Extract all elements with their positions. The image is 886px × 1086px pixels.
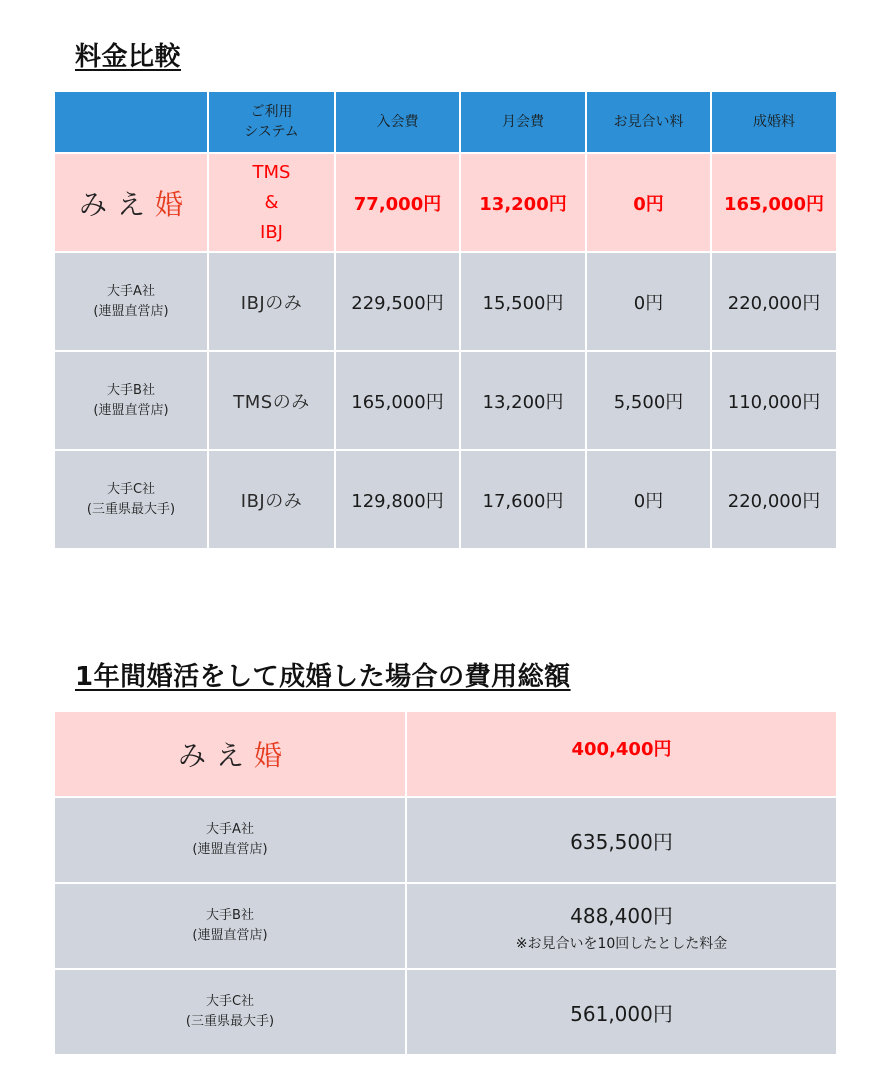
total-company-b-value-cell <box>407 884 836 968</box>
total-company-c-value: 561,000円 <box>570 1001 673 1026</box>
total-company-a-value-cell <box>407 798 836 882</box>
header-system-line1: ご利用 <box>250 104 293 120</box>
mie-kon-entry-fee: 77,000円 <box>336 154 459 251</box>
section-title-total-cost: 1年間婚活をして成婚した場合の費用総額 <box>75 662 571 692</box>
header-system-line2: システム <box>244 124 299 140</box>
total-company-b-name-cell: 大手B社 (連盟直営店) <box>55 884 405 968</box>
company-a-success-fee: 220,000円 <box>712 253 836 350</box>
total-mie-kon-value: 400,400円 <box>571 739 672 760</box>
total-cost-table <box>55 712 836 1054</box>
header-cell-success-fee: 成婚料 <box>712 92 836 152</box>
company-a-monthly-fee: 15,500円 <box>461 253 585 350</box>
company-c-system: IBJのみ <box>209 451 334 548</box>
header-cell-company <box>55 92 207 152</box>
mie-kon-matching-fee: 0円 <box>587 154 710 251</box>
company-c-matching-fee: 0円 <box>587 451 710 548</box>
total-company-a-value: 635,500円 <box>570 829 673 854</box>
header-cell-matching-fee: お見合い料 <box>587 92 710 152</box>
company-a-name-cell: 大手A社 (連盟直営店) <box>55 253 207 350</box>
company-b-system: TMSのみ <box>209 352 334 449</box>
mie-kon-success-fee: 165,000円 <box>712 154 836 251</box>
company-c-monthly-fee: 17,600円 <box>461 451 585 548</box>
total-mie-kon-value-cell <box>407 712 836 796</box>
company-b-success-fee: 110,000円 <box>712 352 836 449</box>
company-b-monthly-fee: 13,200円 <box>461 352 585 449</box>
mie-kon-system-cell: TMS & IBJ <box>209 154 334 251</box>
company-a-entry-fee: 229,500円 <box>336 253 459 350</box>
total-company-c-value-cell <box>407 970 836 1054</box>
mie-kon-logo-cell <box>55 154 207 251</box>
total-company-a-name-cell: 大手A社 (連盟直営店) <box>55 798 405 882</box>
company-b-matching-fee: 5,500円 <box>587 352 710 449</box>
header-cell-entry-fee: 入会費 <box>336 92 459 152</box>
company-c-name-cell: 大手C社 (三重県最大手) <box>55 451 207 548</box>
mie-kon-monthly-fee: 13,200円 <box>461 154 585 251</box>
price-comparison-table <box>55 92 836 548</box>
total-company-b-value: 488,400円 <box>570 903 673 928</box>
header-cell-monthly-fee: 月会費 <box>461 92 585 152</box>
section-title-price-comparison: 料金比較 <box>75 42 182 72</box>
company-c-entry-fee: 129,800円 <box>336 451 459 548</box>
company-b-entry-fee: 165,000円 <box>336 352 459 449</box>
mie-kon-logo: みえ婚 <box>78 187 194 221</box>
company-a-system: IBJのみ <box>209 253 334 350</box>
total-company-b-note: ※お見合いを10回したとした料金 <box>515 935 728 952</box>
company-c-success-fee: 220,000円 <box>712 451 836 548</box>
company-b-name-cell: 大手B社 (連盟直営店) <box>55 352 207 449</box>
total-mie-kon-logo-cell <box>55 712 405 796</box>
total-company-c-name-cell: 大手C社 (三重県最大手) <box>55 970 405 1054</box>
mie-kon-logo: みえ婚 <box>177 739 293 772</box>
header-cell-system <box>209 92 334 152</box>
company-a-matching-fee: 0円 <box>587 253 710 350</box>
